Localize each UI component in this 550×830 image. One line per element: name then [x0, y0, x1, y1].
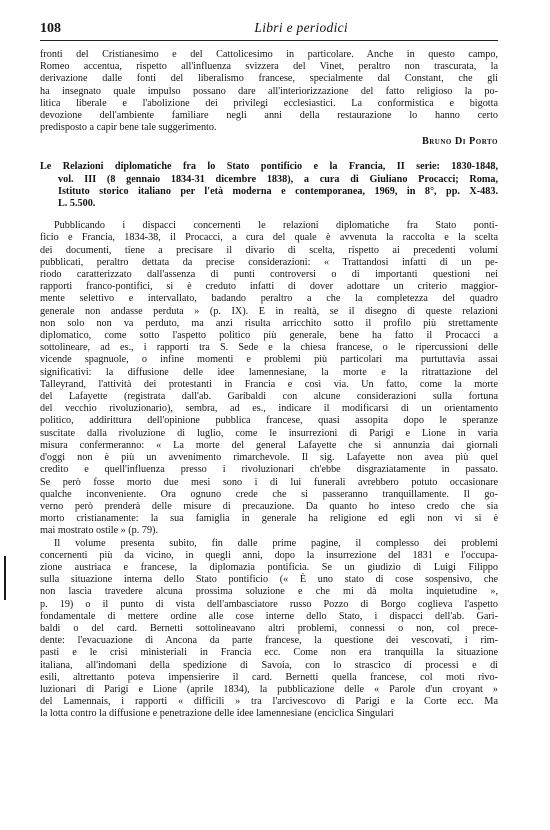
- text-line: Pubblicando i dispacci concernenti le relazioni diplomatiche fra Stato ponti-: [54, 220, 498, 232]
- review-paragraph-1: [40, 220, 498, 537]
- intro-paragraph: [40, 49, 498, 134]
- text-line: ficio e Francia, 1834-38, il Procacci, a cura del quale è avvenuta la raccolta e la scelta: [40, 232, 498, 244]
- text-line: vol. III (8 gennaio 1834-31 dicembre 1838), a cura di Giuliano Procacci; Roma,: [58, 173, 498, 185]
- text-line: baldi o del card. Bernetti sottolineavano altri problemi, connessi o non, col prece-: [40, 622, 498, 634]
- text-line: L. 5.500.: [58, 198, 96, 210]
- text-line: credito e quell'influenza presso i rivoluzionari ch'ebbe disgraziatamente in passato.: [40, 464, 498, 476]
- text-line: significativi: la diffusione delle idee lamennesiane, la morte e la ritrattazione del: [40, 366, 498, 378]
- text-line: esili, altrettanto poteva impensierire il card. Bernetti quella francese, col moti rivo-: [40, 671, 498, 683]
- text-line: rapporti franco-pontifici, si è creduto infatti di dover adottare un criterio maggior-: [40, 281, 498, 293]
- text-line: Talleyrand, l'attività dei protestanti in Francia e così via. Un fatto, come la morte: [40, 378, 498, 390]
- text-line: zione austriaca e francese, la diplomazia pontificia. Se un giudizio di Luigi Filippo: [40, 561, 498, 573]
- text-line: mai mostrato ostile » (p. 79).: [40, 525, 158, 537]
- running-header: [40, 20, 498, 41]
- text-line: Le Relazioni diplomatiche fra lo Stato pontificio e la Francia, II serie: 1830-1848,: [40, 161, 498, 173]
- review-paragraph-2: [40, 538, 498, 721]
- text-line: politico, addirittura dell'opinione pubblica francese, quasi assopita dopo le speranze: [40, 415, 498, 427]
- text-line: qualche inconveniente. Ora ognuno crede che si passeranno tranquillamente. Il go-: [40, 488, 498, 500]
- review-heading: [40, 161, 498, 210]
- running-title: Libri e periodici: [254, 20, 348, 35]
- text-line: sottolineare, ad es., i rapporti tra S. Sede e la chiesa francese, o le ripercussioni delle: [40, 342, 498, 354]
- text-line: fondamentale di mettere ordine alle cose interne dello Stato, i dispacci dell'ab. Gari-: [40, 610, 498, 622]
- text-line: predisposto a capir bene tale suggerimento.: [40, 122, 217, 134]
- author-signature: Bruno Di Porto: [421, 136, 498, 148]
- text-line: italiana, all'indomani della spedizione di Savoia, con lo strascico di processi e di: [40, 659, 498, 671]
- text-line: Il volume presenta subito, fin dalle prime pagine, il complesso dei problemi: [54, 537, 498, 549]
- page: [40, 20, 498, 721]
- page-number: 108: [40, 21, 61, 36]
- text-line: litica liberale e l'abolizione dei privilegi ecclesiastici. La conformistica e bigotta: [40, 97, 498, 109]
- text-line: diplomatico, come sotto l'aspetto politico più generale, bene ha fatto il Procacci a: [40, 330, 498, 342]
- text-line: la lotta contro la diffusione e penetrazione delle idee lamennesiane (enciclica Singulari: [40, 708, 394, 720]
- text-line: non lascia travedere alcuna prossima soluzione e che mi dà molta inquietudine »,: [40, 586, 498, 598]
- margin-mark: [4, 556, 6, 600]
- text-line: fronti del Cristianesimo e del Cattolicesimo in particolare. Anche in questo campo,: [40, 49, 498, 60]
- text-line: morto cristianamente: la sua famiglia in generale ha religione ed egli non vi si è: [40, 513, 498, 525]
- text-line: vicende spagnuole, o infine momenti e problemi più particolari ma purtuttavia assai: [40, 354, 498, 366]
- text-line: verno però prenderà delle misure di precauzione. Da quanto ho inteso credo che sia: [40, 500, 498, 512]
- text-line: pasti e le crisi ministeriali in Francia ecc. Come non era tranquilla la situazione: [40, 647, 498, 659]
- text-line: ha insegnato quale impulso possano dare all'interiorizzazione del fatto religioso la po-: [40, 85, 498, 97]
- text-line: d'oggi non è più un avvenimento rimarchevole. Il sig. Lafayette non avea più quel: [40, 452, 498, 464]
- text-line: non solo non va perduto, ma anzi risulta arricchito sotto il profilo più strettamente: [40, 317, 498, 329]
- text-line: misura confermeranno: « La morte del general Lafayette che si annunzia dai giornali: [40, 439, 498, 451]
- text-line: del Lamennais, i rapporti « difficili » tra l'arcivescovo di Parigi e la Corte ecc. Ma: [40, 696, 498, 708]
- text-line: concernenti più da vicino, in quegli anni, dopo la insurrezione del 1831 e l'occupa-: [40, 549, 498, 561]
- text-line: del Lafayette (registrata dall'ab. Garibaldi con alcune considerazioni sulla fortuna: [40, 391, 498, 403]
- text-line: sulla situazione interna dello Stato pontificio (« È uno stato di cose sospensivo, che: [40, 574, 498, 586]
- text-line: suscitate dalla rivoluzione di luglio, come le insurrezioni di Parigi e Lione in varia: [40, 427, 498, 439]
- text-line: riodo caratterizzato dall'assenza di punti controversi o di importanti questioni nei: [40, 269, 498, 281]
- text-line: dente: l'evacuazione di Ancona da parte francese, la questione dei vescovati, i rim-: [40, 635, 498, 647]
- text-line: dei documenti, tiene a precisare il divario di scelta, rispetto ai precedenti volumi: [40, 244, 498, 256]
- text-line: Romeo accentua, rispetto all'influenza svizzera del Vinet, peraltro non trascurata, la: [40, 61, 498, 73]
- text-line: luzionari di Parigi e Lione (aprile 1834), la pubblicazione delle « Parole d'un croyant »: [40, 683, 498, 695]
- text-line: del vecchio rivoluzionario), sembra, ad es., indicare il modificarsi di un orientamento: [40, 403, 498, 415]
- text-line: generale non andasse perduta » (p. IX). E in realtà, se il disegno di queste relazioni: [40, 305, 498, 317]
- text-line: Se però fosse morto due mesi sono i di lui funerali avrebbero potuto occasionare: [40, 476, 498, 488]
- text-line: mente selettivo e intervallato, badando peraltro a che la completezza del quadro: [40, 293, 498, 305]
- text-line: pubblicati, peraltro dettata da precise considerazioni: « Trattandosi infatti di un pe-: [40, 256, 498, 268]
- text-line: derivazione dalle fonti del liberalismo francese, specialmente dal Constant, che gli: [40, 73, 498, 85]
- text-line: Istituto storico italiano per l'età moderna e contemporanea, 1969, in 8°, pp. X-483.: [58, 185, 498, 197]
- text-line: p. 19) o il punto di vista dell'ambasciatore russo Pozzo di Borgo coglieva l'aspetto: [40, 598, 498, 610]
- text-line: devozione dell'ambiente familiare negli anni della restaurazione lo hanno certo: [40, 110, 498, 122]
